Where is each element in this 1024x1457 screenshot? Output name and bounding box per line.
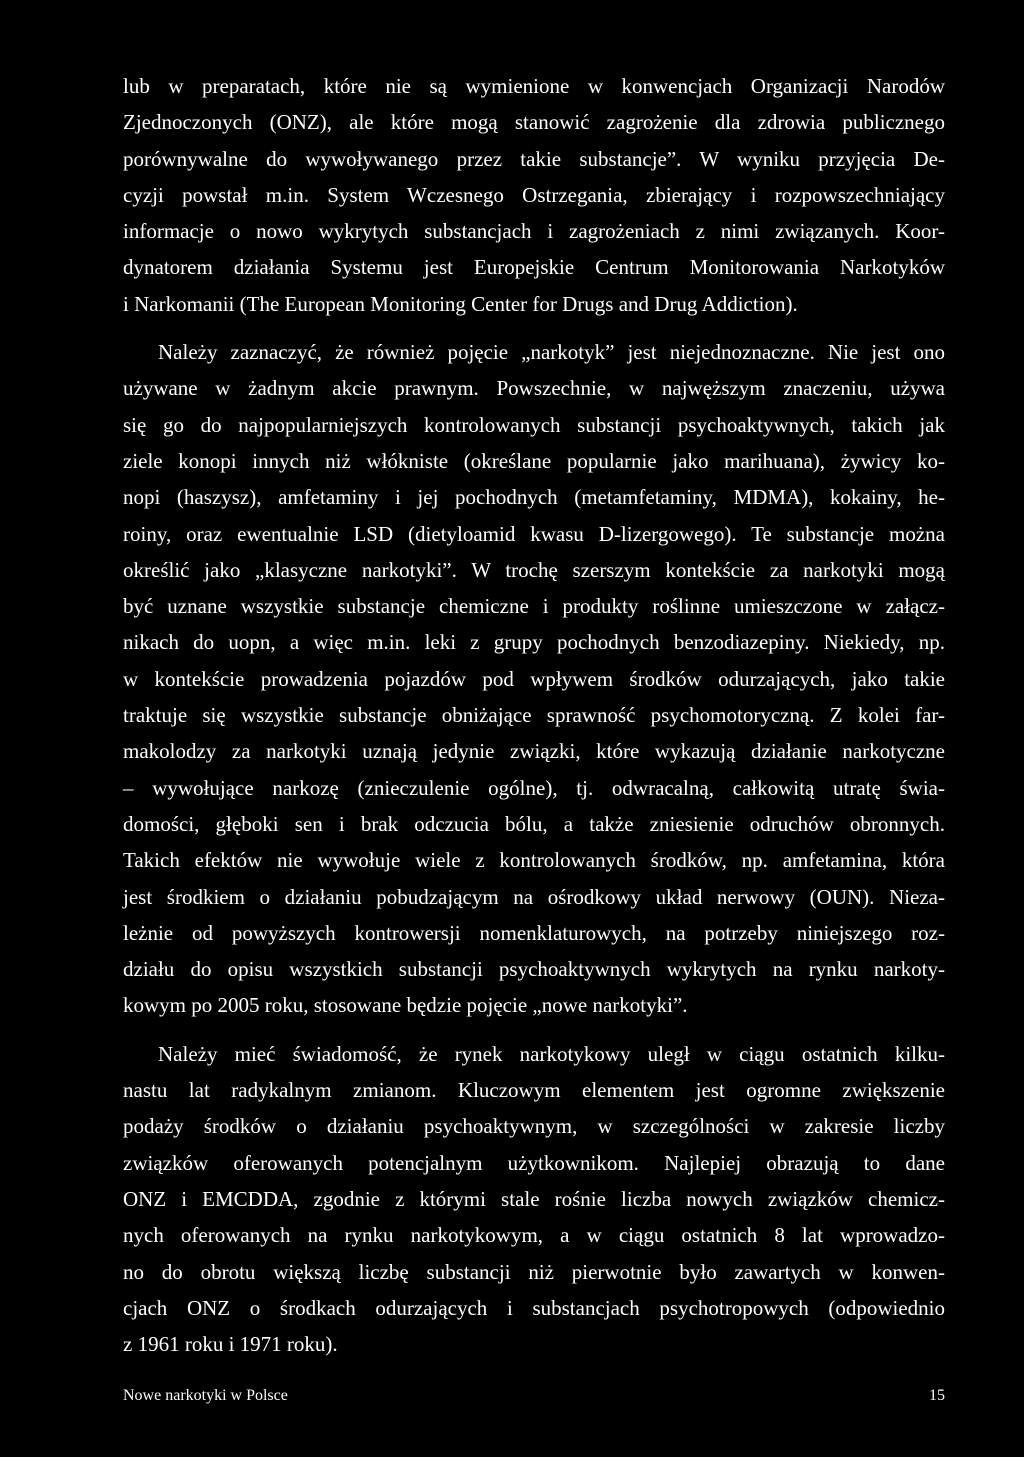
text-line: – wywołujące narkozę (znieczulenie ogólne), tj. odwracalną, całkowitą utratę świa- [123, 775, 945, 800]
text-line: makolodzy za narkotyki uznają jedynie związki, które wykazują działanie narkotyczne [123, 739, 945, 764]
text-line: używane w żadnym akcie prawnym. Powszechnie, w najwęższym znaczeniu, używa [123, 376, 945, 401]
running-title: Nowe narkotyki w Polsce [123, 1387, 288, 1404]
paragraph-1 [123, 68, 945, 322]
text-line: domości, głęboki sen i brak odczucia bólu, a także zniesienie odruchów obronnych. [123, 811, 945, 836]
text-line: Zjednoczonych (ONZ), ale które mogą stanowić zagrożenie dla zdrowia publicznego [123, 110, 945, 135]
text-line: ONZ i EMCDDA, zgodnie z którymi stale rośnie liczba nowych związków chemicz- [123, 1186, 945, 1211]
text-line: roiny, oraz ewentualnie LSD (dietyloamid kwasu D-lizergowego). Te substancje można [123, 521, 945, 546]
text-line: z 1961 roku i 1971 roku). [123, 1332, 338, 1357]
text-line: działu do opisu wszystkich substancji psychoaktywnych wykrytych na rynku narkoty- [123, 957, 945, 982]
text-line: traktuje się wszystkie substancje obniżające sprawność psychomotoryczną. Z kolei far- [123, 703, 945, 728]
text-line: Należy mieć świadomość, że rynek narkotykowy uległ w ciągu ostatnich kilku- [158, 1041, 945, 1066]
text-line: nopi (haszysz), amfetaminy i jej pochodnych (metamfetaminy, MDMA), kokainy, he- [123, 485, 945, 510]
text-line: Takich efektów nie wywołuje wiele z kontrolowanych środków, np. amfetamina, która [123, 848, 945, 873]
page-body [123, 68, 945, 1362]
text-line: leżnie od powyższych kontrowersji nomenklaturowych, na potrzeby niniejszego roz- [123, 920, 945, 945]
text-line: dynatorem działania Systemu jest Europejskie Centrum Monitorowania Narkotyków [123, 255, 945, 280]
text-line: kowym po 2005 roku, stosowane będzie pojęcie „nowe narkotyki”. [123, 993, 688, 1018]
text-line: nikach do uopn, a więc m.in. leki z grupy pochodnych benzodiazepiny. Niekiedy, np. [123, 630, 945, 655]
text-line: nych oferowanych na rynku narkotykowym, a w ciągu ostatnich 8 lat wprowadzo- [123, 1223, 945, 1248]
text-line: porównywalne do wywoływanego przez takie substancje”. W wyniku przyjęcia De- [123, 146, 945, 171]
text-line: podaży środków o działaniu psychoaktywnym, w szczególności w zakresie liczby [123, 1114, 945, 1139]
text-line: lub w preparatach, które nie są wymienione w konwencjach Organizacji Narodów [123, 74, 945, 98]
paragraph-2 [123, 334, 945, 1024]
text-line: no do obrotu większą liczbę substancji niż pierwotnie było zawartych w konwen- [123, 1259, 945, 1284]
text-line: cjach ONZ o środkach odurzających i substancjach psychotropowych (odpowiednio [123, 1295, 945, 1320]
paragraph-3 [123, 1036, 945, 1363]
text-line: cyzji powstał m.in. System Wczesnego Ostrzegania, zbierający i rozpowszechniający [123, 182, 945, 207]
text-line: jest środkiem o działaniu pobudzającym na ośrodkowy układ nerwowy (OUN). Nieza- [123, 884, 945, 909]
text-line: być uznane wszystkie substancje chemiczne i produkty roślinne umieszczone w załącz- [123, 594, 945, 619]
text-line: się go do najpopularniejszych kontrolowanych substancji psychoaktywnych, takich jak [123, 412, 945, 437]
page-number: 15 [929, 1387, 945, 1404]
text-line: nastu lat radykalnym zmianom. Kluczowym elementem jest ogromne zwiększenie [123, 1078, 945, 1103]
text-line: określić jako „klasyczne narkotyki”. W trochę szerszym kontekście za narkotyki mogą [123, 557, 945, 582]
text-line: i Narkomanii (The European Monitoring Center for Drugs and Drug Addiction). [123, 291, 798, 316]
text-line: w kontekście prowadzenia pojazdów pod wpływem środków odurzających, jako takie [123, 666, 945, 691]
text-line: Należy zaznaczyć, że również pojęcie „narkotyk” jest niejednoznaczne. Nie jest ono [158, 340, 945, 365]
text-line: informacje o nowo wykrytych substancjach i zagrożeniach z nimi związanych. Koor- [123, 219, 945, 244]
text-line: związków oferowanych potencjalnym użytkownikom. Najlepiej obrazują to dane [123, 1150, 945, 1175]
text-line: ziele konopi innych niż włókniste (określane popularnie jako marihuana), żywicy ko- [123, 448, 945, 473]
